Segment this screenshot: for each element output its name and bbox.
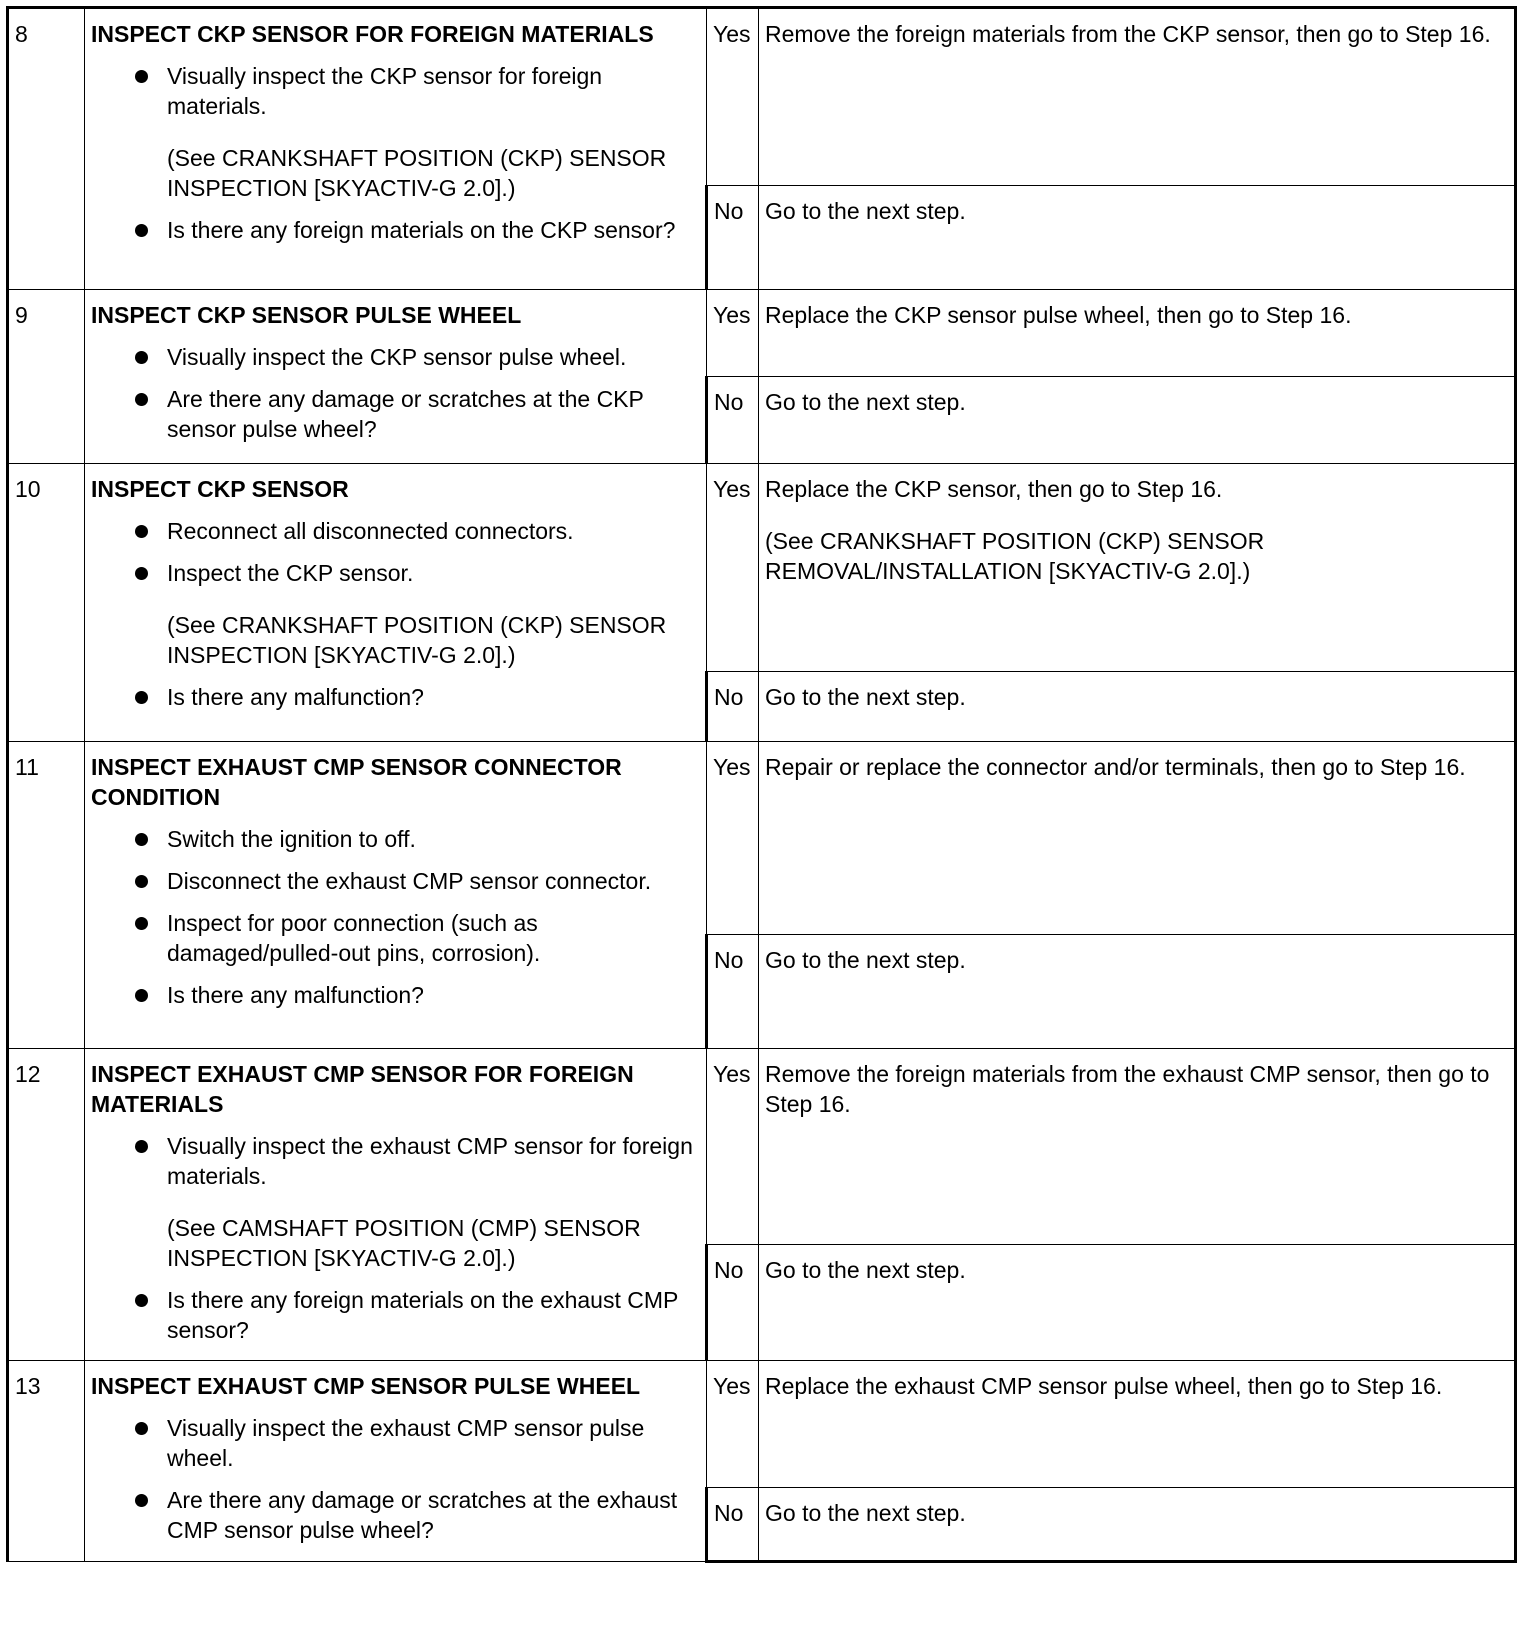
checklist-item: [91, 1485, 695, 1545]
yes-label: Yes: [707, 742, 759, 935]
result-text: Go to the next step.: [765, 684, 966, 710]
step-action-cell: [85, 1361, 707, 1562]
no-label: No: [707, 1488, 759, 1562]
result-text: Replace the exhaust CMP sensor pulse wheel, then go to Step 16.: [765, 1373, 1443, 1399]
checklist-item-text: Visually inspect the CKP sensor for foreign materials.: [167, 63, 603, 119]
bullet-icon: [135, 393, 148, 406]
step-number: 11: [8, 742, 85, 1049]
step-row-11-yes: [8, 742, 1516, 935]
bullet-icon: [135, 1422, 148, 1435]
step-checklist: [91, 61, 695, 245]
result-text: Go to the next step.: [765, 1257, 966, 1283]
step-title: INSPECT CKP SENSOR PULSE WHEEL: [91, 302, 522, 328]
yes-result: [759, 742, 1516, 935]
step-row-12-yes: [8, 1049, 1516, 1245]
diagnostic-procedure-sheet: [6, 6, 1514, 1563]
step-number: 9: [8, 290, 85, 464]
reference-note: (See CAMSHAFT POSITION (CMP) SENSOR INSPECTION [SKYACTIV-G 2.0].): [167, 1215, 641, 1271]
no-label: No: [707, 377, 759, 464]
bullet-icon: [135, 917, 148, 930]
step-title: INSPECT EXHAUST CMP SENSOR CONNECTOR CONDITION: [91, 754, 622, 810]
step-action-cell: [85, 290, 707, 464]
result-text: Repair or replace the connector and/or terminals, then go to Step 16.: [765, 754, 1466, 780]
step-number: 13: [8, 1361, 85, 1562]
step-number: 12: [8, 1049, 85, 1361]
step-checklist: [91, 824, 695, 1010]
no-result: [759, 1245, 1516, 1361]
step-row-9-yes: [8, 290, 1516, 377]
checklist-item: [91, 824, 695, 854]
checklist-item-text: Reconnect all disconnected connectors.: [167, 518, 574, 544]
checklist-item: [91, 215, 695, 245]
step-row-13-yes: [8, 1361, 1516, 1488]
bullet-icon: [135, 875, 148, 888]
diagnostic-procedure-table: [6, 6, 1517, 1563]
checklist-item: [91, 1413, 695, 1473]
no-label: No: [707, 186, 759, 290]
checklist-item: [91, 1285, 695, 1345]
checklist-item-text: Is there any malfunction?: [167, 684, 424, 710]
checklist-item-text: Visually inspect the exhaust CMP sensor pulse wheel.: [167, 1415, 645, 1471]
bullet-icon: [135, 351, 148, 364]
no-label: No: [707, 935, 759, 1049]
yes-label: Yes: [707, 290, 759, 377]
checklist-item: [91, 1131, 695, 1273]
bullet-icon: [135, 989, 148, 1002]
bullet-icon: [135, 567, 148, 580]
step-number: 10: [8, 464, 85, 742]
step-number: 8: [8, 8, 85, 290]
checklist-item: [91, 682, 695, 712]
yes-label: Yes: [707, 1049, 759, 1245]
bullet-icon: [135, 1140, 148, 1153]
no-result: [759, 935, 1516, 1049]
checklist-item-text: Visually inspect the CKP sensor pulse wheel.: [167, 344, 627, 370]
step-action-cell: [85, 8, 707, 290]
checklist-item-text: Is there any malfunction?: [167, 982, 424, 1008]
step-checklist: [91, 1131, 695, 1345]
checklist-item: [91, 342, 695, 372]
reference-note: (See CRANKSHAFT POSITION (CKP) SENSOR INSPECTION [SKYACTIV-G 2.0].): [167, 612, 667, 668]
checklist-item-text: Inspect for poor connection (such as damaged/pulled-out pins, corrosion).: [167, 910, 541, 966]
yes-result: [759, 1049, 1516, 1245]
checklist-item: [91, 908, 695, 968]
no-result: [759, 1488, 1516, 1562]
result-text: Replace the CKP sensor, then go to Step 16.: [765, 476, 1223, 502]
step-checklist: [91, 342, 695, 444]
checklist-item: [91, 866, 695, 896]
result-text: Go to the next step.: [765, 198, 966, 224]
step-title: INSPECT EXHAUST CMP SENSOR PULSE WHEEL: [91, 1373, 641, 1399]
result-text: Go to the next step.: [765, 947, 966, 973]
yes-result: [759, 464, 1516, 672]
no-result: [759, 377, 1516, 464]
checklist-item: [91, 516, 695, 546]
checklist-item-text: Are there any damage or scratches at the exhaust CMP sensor pulse wheel?: [167, 1487, 678, 1543]
step-title: INSPECT EXHAUST CMP SENSOR FOR FOREIGN MATERIALS: [91, 1061, 634, 1117]
result-text: Remove the foreign materials from the exhaust CMP sensor, then go to Step 16.: [765, 1061, 1490, 1117]
checklist-item-text: Switch the ignition to off.: [167, 826, 416, 852]
checklist-item: [91, 980, 695, 1010]
bullet-icon: [135, 70, 148, 83]
step-checklist: [91, 1413, 695, 1545]
result-text: Go to the next step.: [765, 389, 966, 415]
bullet-icon: [135, 833, 148, 846]
steps-table-body: [8, 8, 1516, 1562]
bullet-icon: [135, 525, 148, 538]
checklist-item-text: Visually inspect the exhaust CMP sensor for foreign materials.: [167, 1133, 693, 1189]
step-checklist: [91, 516, 695, 712]
no-result: [759, 672, 1516, 742]
step-row-8-yes: [8, 8, 1516, 186]
no-label: No: [707, 672, 759, 742]
bullet-icon: [135, 1294, 148, 1307]
step-action-cell: [85, 1049, 707, 1361]
step-action-cell: [85, 464, 707, 742]
checklist-item: [91, 61, 695, 203]
checklist-item-text: Is there any foreign materials on the exhaust CMP sensor?: [167, 1287, 678, 1343]
checklist-item-text: Are there any damage or scratches at the CKP sensor pulse wheel?: [167, 386, 644, 442]
result-text: (See CRANKSHAFT POSITION (CKP) SENSOR REMOVAL/INSTALLATION [SKYACTIV-G 2.0].): [765, 528, 1265, 584]
no-result: [759, 186, 1516, 290]
yes-label: Yes: [707, 8, 759, 186]
step-row-10-yes: [8, 464, 1516, 672]
checklist-item-text: Disconnect the exhaust CMP sensor connector.: [167, 868, 652, 894]
checklist-item-text: Inspect the CKP sensor.: [167, 560, 414, 586]
reference-note: (See CRANKSHAFT POSITION (CKP) SENSOR INSPECTION [SKYACTIV-G 2.0].): [167, 145, 667, 201]
bullet-icon: [135, 691, 148, 704]
yes-result: [759, 1361, 1516, 1488]
yes-label: Yes: [707, 464, 759, 672]
yes-label: Yes: [707, 1361, 759, 1488]
result-text: Replace the CKP sensor pulse wheel, then go to Step 16.: [765, 302, 1352, 328]
step-title: INSPECT CKP SENSOR FOR FOREIGN MATERIALS: [91, 21, 654, 47]
bullet-icon: [135, 1494, 148, 1507]
bullet-icon: [135, 224, 148, 237]
checklist-item-text: Is there any foreign materials on the CKP sensor?: [167, 217, 676, 243]
checklist-item: [91, 384, 695, 444]
step-title: INSPECT CKP SENSOR: [91, 476, 349, 502]
no-label: No: [707, 1245, 759, 1361]
checklist-item: [91, 558, 695, 670]
yes-result: [759, 8, 1516, 186]
step-action-cell: [85, 742, 707, 1049]
yes-result: [759, 290, 1516, 377]
result-text: Go to the next step.: [765, 1500, 966, 1526]
result-text: Remove the foreign materials from the CKP sensor, then go to Step 16.: [765, 21, 1491, 47]
